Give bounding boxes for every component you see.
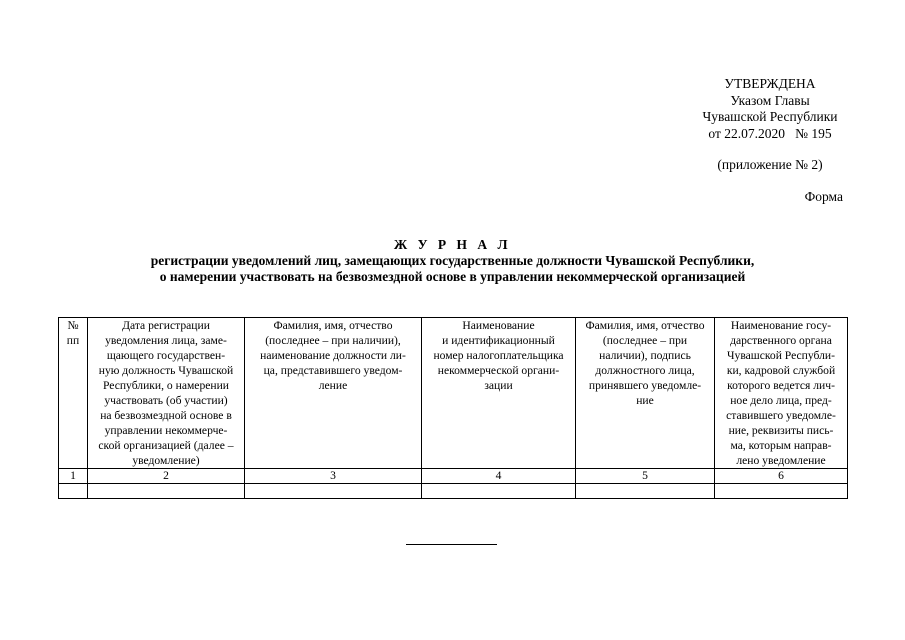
- column-number-row: [59, 469, 848, 484]
- column-header-line: наличии), подпись: [599, 349, 691, 362]
- column-header-line: Фамилия, имя, отчество: [273, 319, 393, 332]
- column-header-line: которого ведется лич-: [727, 379, 835, 392]
- table-row: [59, 484, 848, 499]
- column-number: 6: [715, 469, 848, 484]
- column-header-line: управлении некоммерче-: [104, 424, 228, 437]
- approval-stamp: [690, 76, 850, 142]
- column-header-line: на безвозмездной основе в: [100, 409, 232, 422]
- column-header-line: №: [67, 319, 79, 332]
- title-main: Ж У Р Н А Л: [393, 237, 512, 252]
- table-cell: [88, 484, 245, 499]
- approval-line-2: Указом Главы: [730, 92, 810, 108]
- column-header-line: ление: [318, 379, 348, 392]
- column-header-line: ние, реквизиты пись-: [728, 424, 834, 437]
- column-header-line: Чувашской Республи-: [726, 349, 835, 362]
- approval-line-4: от 22.07.2020 № 195: [708, 125, 832, 141]
- approval-line-3: Чувашской Республики: [702, 109, 838, 124]
- column-number: 4: [422, 469, 576, 484]
- column-number: 3: [245, 469, 422, 484]
- closing-line: [406, 544, 497, 545]
- column-header-line: ную должность Чувашской: [98, 364, 234, 377]
- table-cell: [715, 484, 848, 499]
- appendix-note: (приложение № 2): [717, 157, 823, 172]
- column-header-line: ние: [636, 394, 654, 407]
- form-label: Форма: [804, 189, 843, 204]
- column-header-line: ца, представившего уведом-: [263, 364, 403, 377]
- column-header-line: и идентификационный: [442, 334, 555, 347]
- column-header-line: Республики, о намерении: [102, 379, 230, 392]
- table-cell: [59, 484, 88, 499]
- column-header: [422, 318, 576, 469]
- column-header-line: щающего государствен-: [106, 349, 226, 362]
- column-header-line: должностного лица,: [595, 364, 695, 377]
- column-header: [245, 318, 422, 469]
- title-line-1: регистрации уведомлений лиц, замещающих государственные должности Чувашской Республики,: [150, 253, 755, 268]
- document-title: [0, 237, 905, 285]
- column-header-line: лено уведомление: [736, 454, 826, 467]
- column-number: 1: [59, 469, 88, 484]
- column-header-line: Дата регистрации: [122, 319, 210, 332]
- column-header-line: ное дело лица, пред-: [730, 394, 832, 407]
- column-number: 5: [576, 469, 715, 484]
- approval-line-1: УТВЕРЖДЕНА: [724, 76, 816, 91]
- column-header: [88, 318, 245, 469]
- column-header: [59, 318, 88, 469]
- column-header-line: ки, кадровой службой: [726, 364, 836, 377]
- column-header: [715, 318, 848, 469]
- column-header-line: наименование должности ли-: [260, 349, 406, 362]
- column-header-line: (последнее – при: [602, 334, 688, 347]
- column-header-line: Фамилия, имя, отчество: [585, 319, 705, 332]
- journal-table: [58, 317, 848, 499]
- column-header-line: участвовать (об участии): [104, 394, 228, 407]
- column-header-line: ма, которым направ-: [730, 439, 832, 452]
- column-header-line: дарственного органа: [730, 334, 832, 347]
- column-header-line: зации: [484, 379, 513, 392]
- title-line-2: о намерении участвовать на безвозмездной основе в управлении некоммерческой организацией: [159, 269, 746, 284]
- column-header-line: номер налогоплательщика: [433, 349, 564, 362]
- column-header-line: принявшего уведомле-: [588, 379, 702, 392]
- table-cell: [245, 484, 422, 499]
- column-number: 2: [88, 469, 245, 484]
- table-cell: [576, 484, 715, 499]
- column-header-line: пп: [66, 334, 80, 347]
- column-header-line: ской организацией (далее –: [98, 439, 234, 452]
- column-header-line: некоммерческой органи-: [437, 364, 560, 377]
- column-header-line: Наименование: [462, 319, 535, 332]
- column-header: [576, 318, 715, 469]
- column-header-line: уведомления лица, заме-: [105, 334, 227, 347]
- table-cell: [422, 484, 576, 499]
- column-header-line: ставившего уведомле-: [726, 409, 836, 422]
- column-header-line: Наименование госу-: [730, 319, 832, 332]
- table-header-row: [59, 318, 848, 469]
- column-header-line: (последнее – при наличии),: [265, 334, 401, 347]
- column-header-line: уведомление): [132, 454, 200, 467]
